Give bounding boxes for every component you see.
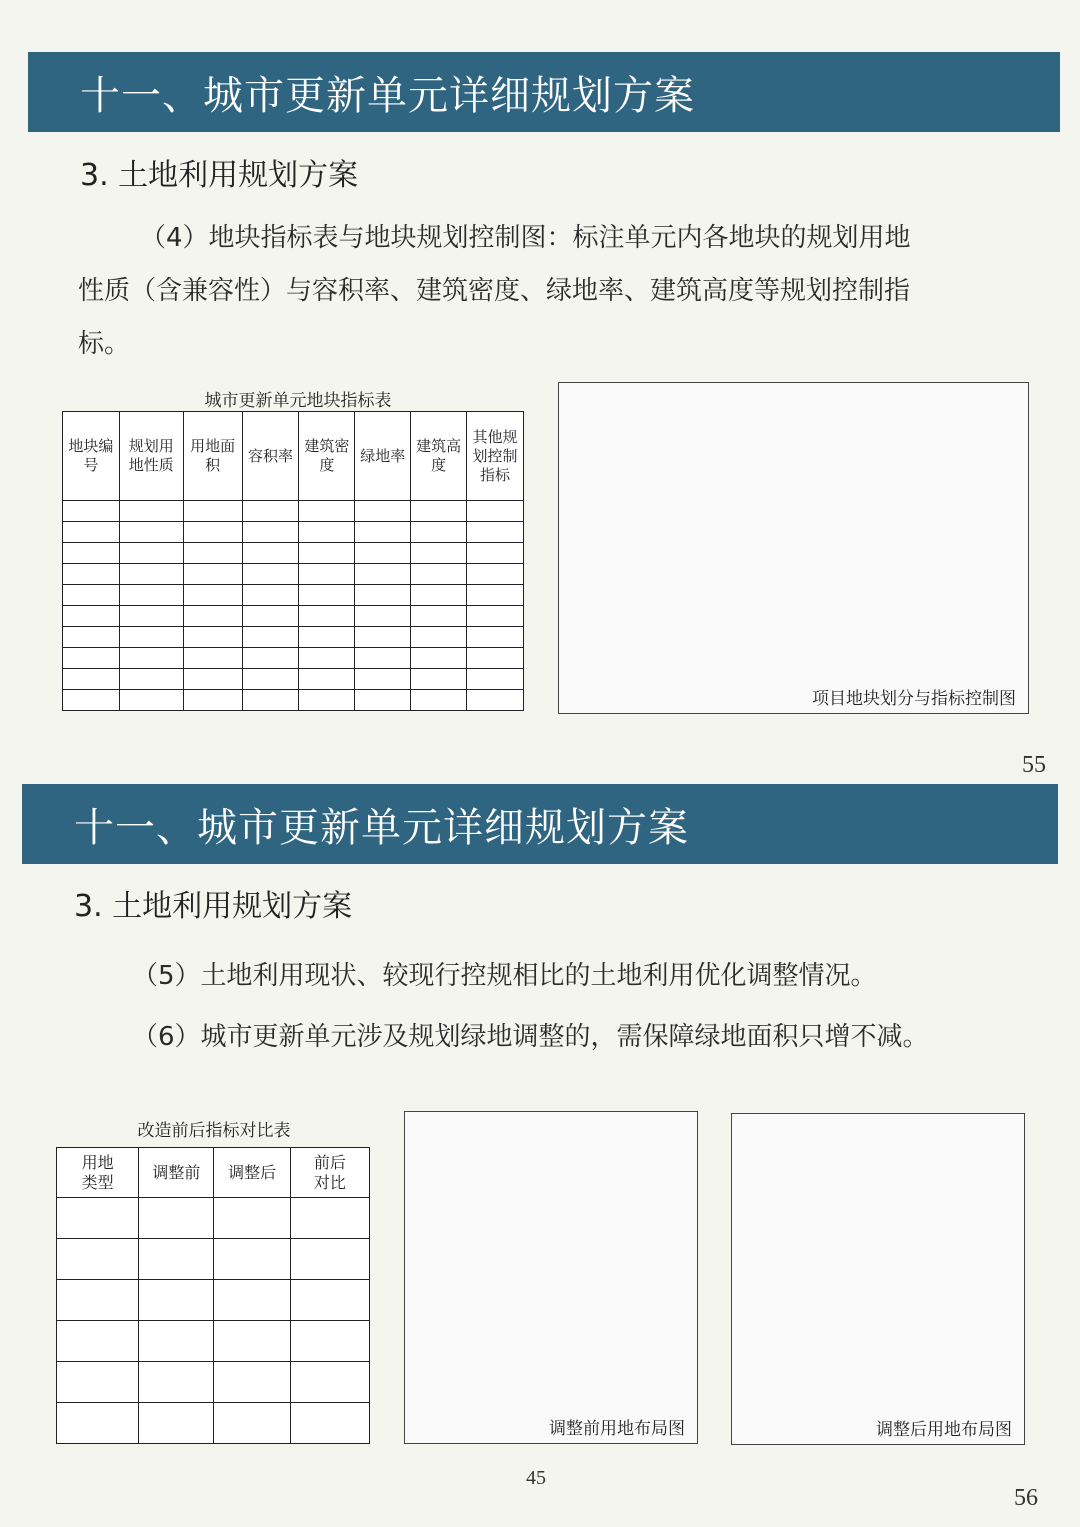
header-building-height: 建筑高 度: [411, 412, 467, 501]
section-banner: [22, 784, 1058, 864]
before-land-layout-figure: [404, 1111, 698, 1444]
header-after: 调整后: [214, 1148, 290, 1198]
section-title: 3. 土地利用规划方案: [80, 158, 359, 193]
table-row: [63, 690, 524, 711]
page-number: 56: [1014, 1485, 1038, 1511]
table-row: [57, 1321, 370, 1362]
page-number: 55: [1022, 752, 1046, 778]
table-row: [57, 1198, 370, 1239]
paragraph-line-2: 性质（含兼容性）与容积率、建筑密度、绿地率、建筑高度等规划控制指: [78, 276, 911, 306]
header-land-area: 用地面 积: [183, 412, 242, 501]
header-parcel-id: 地块编 号: [63, 412, 120, 501]
table-row: [63, 543, 524, 564]
table-row: [57, 1280, 370, 1321]
banner-title: 十一、城市更新单元详细规划方案: [80, 72, 695, 119]
header-land-type: 用地 类型: [57, 1148, 139, 1198]
parcel-indicator-table: [62, 411, 524, 711]
header-other-indicators: 其他规 划控制 指标: [467, 412, 524, 501]
header-green-ratio: 绿地率: [355, 412, 411, 501]
table-row: [63, 648, 524, 669]
item-5: （5）土地利用现状、较现行控规相比的土地利用优化调整情况。: [132, 961, 877, 991]
table-row: [63, 501, 524, 522]
figure-caption: 调整前用地布局图: [549, 1419, 685, 1439]
table-row: [63, 585, 524, 606]
header-before: 调整前: [139, 1148, 214, 1198]
header-far: 容积率: [242, 412, 299, 501]
table-row: [63, 606, 524, 627]
paragraph-line-3: 标。: [78, 329, 131, 359]
table-row: [63, 627, 524, 648]
table-title: 城市更新单元地块指标表: [204, 391, 392, 411]
comparison-table: [56, 1147, 370, 1444]
item-6: （6）城市更新单元涉及规划绿地调整的，需保障绿地面积只增不减。: [132, 1022, 929, 1052]
table-row: [57, 1362, 370, 1403]
table-title: 改造前后指标对比表: [137, 1121, 291, 1141]
paragraph-line-1: （4）地块指标表与地块规划控制图：标注单元内各地块的规划用地: [140, 223, 911, 253]
table-row: [63, 669, 524, 690]
figure-caption: 调整后用地布局图: [876, 1420, 1012, 1440]
after-land-layout-figure: [731, 1113, 1025, 1445]
section-title: 3. 土地利用规划方案: [74, 889, 353, 924]
header-building-density: 建筑密 度: [299, 412, 355, 501]
header-land-use: 规划用 地性质: [119, 412, 183, 501]
section-banner: [28, 52, 1060, 132]
header-comparison: 前后 对比: [290, 1148, 369, 1198]
inner-page-number: 45: [526, 1467, 546, 1489]
banner-title: 十一、城市更新单元详细规划方案: [74, 804, 689, 851]
table-row: [57, 1403, 370, 1444]
figure-caption: 项目地块划分与指标控制图: [812, 689, 1016, 709]
table-row: [63, 522, 524, 543]
parcel-control-figure: [558, 382, 1029, 714]
table-row: [63, 564, 524, 585]
table-row: [57, 1239, 370, 1280]
